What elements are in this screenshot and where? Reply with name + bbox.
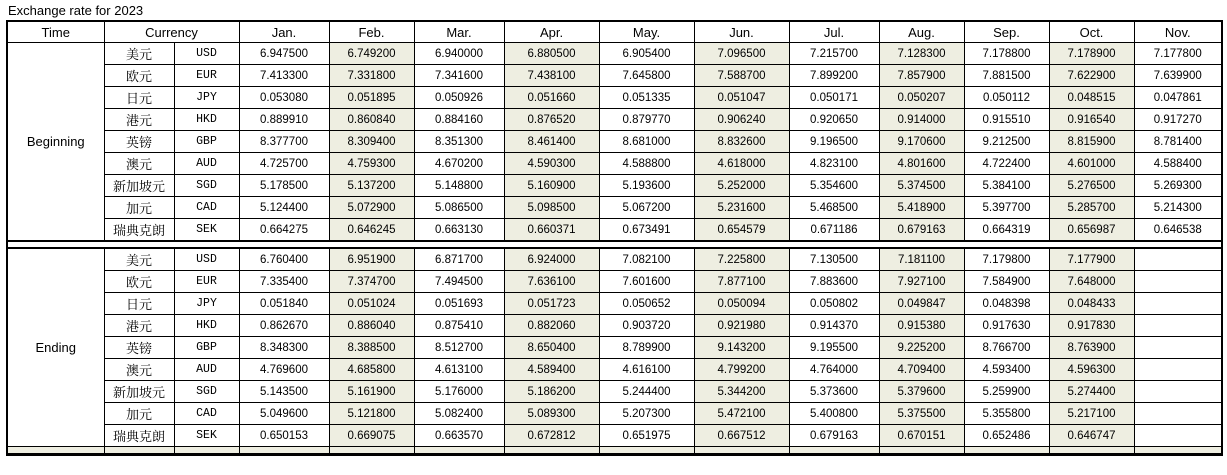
- rate-value-cell: 4.589400: [504, 359, 599, 381]
- rate-value-cell: 5.176000: [414, 381, 504, 403]
- currency-code: JPY: [174, 293, 239, 315]
- rate-value-cell: 0.051723: [504, 293, 599, 315]
- rate-value-cell: 5.418900: [879, 197, 964, 219]
- rate-value-cell: 7.883600: [789, 271, 879, 293]
- rate-value-cell: 5.067200: [599, 197, 694, 219]
- bottom-partial-cell: [599, 447, 694, 455]
- rate-value-cell: 0.876520: [504, 109, 599, 131]
- rate-value-cell: 0.051047: [694, 87, 789, 109]
- table-row: [7, 219, 1222, 242]
- rate-value-cell: 5.089300: [504, 403, 599, 425]
- rate-value-cell: 0.051024: [329, 293, 414, 315]
- table-row: [7, 43, 1222, 65]
- rate-value-cell: 8.512700: [414, 337, 504, 359]
- rate-value-cell: 4.764000: [789, 359, 879, 381]
- rate-value-cell: 5.143500: [239, 381, 329, 403]
- rate-value-cell: 4.613100: [414, 359, 504, 381]
- rate-value-cell: 4.588400: [1134, 153, 1222, 175]
- rate-value-cell: 5.374500: [879, 175, 964, 197]
- currency-code: SEK: [174, 219, 239, 242]
- rate-value-cell: [1134, 359, 1222, 381]
- rate-value-cell: 4.670200: [414, 153, 504, 175]
- rate-value-cell: 4.799200: [694, 359, 789, 381]
- rate-value-cell: 7.881500: [964, 65, 1049, 87]
- rate-value-cell: 4.709400: [879, 359, 964, 381]
- header-row: [7, 21, 1222, 43]
- rate-value-cell: 0.049847: [879, 293, 964, 315]
- currency-name: 日元: [104, 87, 174, 109]
- rate-value-cell: 7.601600: [599, 271, 694, 293]
- rate-value-cell: 7.588700: [694, 65, 789, 87]
- currency-code: CAD: [174, 197, 239, 219]
- rate-value-cell: 0.654579: [694, 219, 789, 242]
- rate-value-cell: 5.193600: [599, 175, 694, 197]
- rate-value-cell: 4.601000: [1049, 153, 1134, 175]
- rate-value-cell: 9.196500: [789, 131, 879, 153]
- currency-name: 加元: [104, 197, 174, 219]
- col-header-month: Jan.: [239, 21, 329, 43]
- rate-value-cell: 5.086500: [414, 197, 504, 219]
- page-title: Exchange rate for 2023: [8, 3, 144, 18]
- table-row: [7, 197, 1222, 219]
- rate-value-cell: 8.815900: [1049, 131, 1134, 153]
- col-header-currency: Currency: [104, 21, 239, 43]
- rate-value-cell: 0.679163: [789, 425, 879, 447]
- rate-value-cell: 7.178900: [1049, 43, 1134, 65]
- rate-value-cell: 0.915380: [879, 315, 964, 337]
- table-row: [7, 175, 1222, 197]
- rate-value-cell: 0.663570: [414, 425, 504, 447]
- rate-value-cell: 0.903720: [599, 315, 694, 337]
- col-header-month: May.: [599, 21, 694, 43]
- rate-value-cell: 7.225800: [694, 248, 789, 271]
- bottom-partial-cell: [174, 447, 239, 455]
- rate-value-cell: 5.354600: [789, 175, 879, 197]
- table-row: [7, 315, 1222, 337]
- rate-value-cell: 0.050207: [879, 87, 964, 109]
- rate-value-cell: 0.884160: [414, 109, 504, 131]
- rate-value-cell: 0.670151: [879, 425, 964, 447]
- rate-value-cell: 0.673491: [599, 219, 694, 242]
- rate-value-cell: 5.269300: [1134, 175, 1222, 197]
- rate-value-cell: 0.915510: [964, 109, 1049, 131]
- rate-value-cell: 7.413300: [239, 65, 329, 87]
- rate-value-cell: 7.178800: [964, 43, 1049, 65]
- rate-value-cell: 5.355800: [964, 403, 1049, 425]
- bottom-partial-cell: [1049, 447, 1134, 455]
- rate-value-cell: 5.214300: [1134, 197, 1222, 219]
- rate-value-cell: 0.679163: [879, 219, 964, 242]
- bottom-partial-row: [7, 447, 1222, 455]
- currency-code: SGD: [174, 381, 239, 403]
- rate-value-cell: 8.763900: [1049, 337, 1134, 359]
- table-row: [7, 248, 1222, 271]
- rate-value-cell: 6.880500: [504, 43, 599, 65]
- col-header-month: Aug.: [879, 21, 964, 43]
- rate-value-cell: [1134, 293, 1222, 315]
- currency-name: 美元: [104, 248, 174, 271]
- rate-value-cell: 0.667512: [694, 425, 789, 447]
- table-row: [7, 293, 1222, 315]
- currency-code: USD: [174, 248, 239, 271]
- rate-value-cell: 0.917630: [964, 315, 1049, 337]
- rate-value-cell: 5.373600: [789, 381, 879, 403]
- rate-value-cell: 4.801600: [879, 153, 964, 175]
- rate-value-cell: 5.082400: [414, 403, 504, 425]
- rate-value-cell: [1134, 381, 1222, 403]
- rate-value-cell: 7.130500: [789, 248, 879, 271]
- rate-value-cell: 5.252000: [694, 175, 789, 197]
- rate-value-cell: 5.384100: [964, 175, 1049, 197]
- rate-value-cell: 0.051895: [329, 87, 414, 109]
- rate-value-cell: 6.951900: [329, 248, 414, 271]
- rate-value-cell: 4.596300: [1049, 359, 1134, 381]
- rate-value-cell: 7.096500: [694, 43, 789, 65]
- rate-value-cell: 5.072900: [329, 197, 414, 219]
- rate-value-cell: 0.048515: [1049, 87, 1134, 109]
- rate-value-cell: 8.650400: [504, 337, 599, 359]
- rate-value-cell: 7.335400: [239, 271, 329, 293]
- bottom-partial-cell: [329, 447, 414, 455]
- rate-value-cell: 5.375500: [879, 403, 964, 425]
- rate-value-cell: 4.618000: [694, 153, 789, 175]
- rate-value-cell: 8.681000: [599, 131, 694, 153]
- section-separator: [7, 241, 1222, 248]
- rate-value-cell: 0.047861: [1134, 87, 1222, 109]
- col-header-month: Nov.: [1134, 21, 1222, 43]
- rate-value-cell: 8.351300: [414, 131, 504, 153]
- col-header-month: Jun.: [694, 21, 789, 43]
- rate-value-cell: 0.646245: [329, 219, 414, 242]
- rate-value-cell: 0.656987: [1049, 219, 1134, 242]
- rate-value-cell: 0.050926: [414, 87, 504, 109]
- rate-value-cell: 0.906240: [694, 109, 789, 131]
- rate-value-cell: 7.857900: [879, 65, 964, 87]
- rate-value-cell: 7.927100: [879, 271, 964, 293]
- rate-value-cell: 8.388500: [329, 337, 414, 359]
- rate-value-cell: 0.660371: [504, 219, 599, 242]
- col-header-month: Feb.: [329, 21, 414, 43]
- rate-value-cell: 0.862670: [239, 315, 329, 337]
- currency-name: 澳元: [104, 359, 174, 381]
- rate-value-cell: [1134, 337, 1222, 359]
- rate-value-cell: 5.274400: [1049, 381, 1134, 403]
- rate-value-cell: 8.461400: [504, 131, 599, 153]
- rate-value-cell: 5.186200: [504, 381, 599, 403]
- section-separator-cell: [7, 241, 1222, 248]
- exchange-rate-table: [6, 20, 1223, 456]
- currency-name: 欧元: [104, 65, 174, 87]
- rate-value-cell: 7.215700: [789, 43, 879, 65]
- rate-value-cell: 7.438100: [504, 65, 599, 87]
- rate-value-cell: 4.593400: [964, 359, 1049, 381]
- rate-value-cell: 0.050112: [964, 87, 1049, 109]
- rate-value-cell: 0.921980: [694, 315, 789, 337]
- rate-value-cell: 9.170600: [879, 131, 964, 153]
- rate-value-cell: 5.379600: [879, 381, 964, 403]
- table-body: [7, 43, 1222, 455]
- currency-name: 加元: [104, 403, 174, 425]
- currency-code: GBP: [174, 131, 239, 153]
- table-row: [7, 65, 1222, 87]
- rate-value-cell: 4.588800: [599, 153, 694, 175]
- rate-value-cell: 5.049600: [239, 403, 329, 425]
- rate-value-cell: 0.669075: [329, 425, 414, 447]
- rate-value-cell: 0.051693: [414, 293, 504, 315]
- rate-value-cell: 7.622900: [1049, 65, 1134, 87]
- rate-value-cell: 0.651975: [599, 425, 694, 447]
- rate-value-cell: 5.098500: [504, 197, 599, 219]
- rate-value-cell: 5.472100: [694, 403, 789, 425]
- table-row: [7, 359, 1222, 381]
- rate-value-cell: 8.832600: [694, 131, 789, 153]
- rate-value-cell: 5.148800: [414, 175, 504, 197]
- rate-value-cell: 5.178500: [239, 175, 329, 197]
- rate-value-cell: 0.048433: [1049, 293, 1134, 315]
- rate-value-cell: 7.179800: [964, 248, 1049, 271]
- col-header-month: Apr.: [504, 21, 599, 43]
- bottom-partial-cell: [879, 447, 964, 455]
- currency-name: 港元: [104, 109, 174, 131]
- rate-value-cell: 8.348300: [239, 337, 329, 359]
- rate-value-cell: 0.050652: [599, 293, 694, 315]
- bottom-partial-cell: [964, 447, 1049, 455]
- rate-value-cell: 0.050094: [694, 293, 789, 315]
- rate-value-cell: 0.663130: [414, 219, 504, 242]
- bottom-partial-cell: [694, 447, 789, 455]
- rate-value-cell: 5.276500: [1049, 175, 1134, 197]
- currency-code: SEK: [174, 425, 239, 447]
- currency-name: 英镑: [104, 131, 174, 153]
- bottom-partial-cell: [239, 447, 329, 455]
- rate-value-cell: 0.917270: [1134, 109, 1222, 131]
- rate-value-cell: 7.374700: [329, 271, 414, 293]
- currency-name: 英镑: [104, 337, 174, 359]
- rate-value-cell: 7.177900: [1049, 248, 1134, 271]
- currency-code: GBP: [174, 337, 239, 359]
- col-header-month: Oct.: [1049, 21, 1134, 43]
- rate-value-cell: 0.048398: [964, 293, 1049, 315]
- rate-value-cell: 4.823100: [789, 153, 879, 175]
- bottom-partial-cell: [414, 447, 504, 455]
- currency-name: 美元: [104, 43, 174, 65]
- rate-value-cell: [1134, 248, 1222, 271]
- rate-value-cell: 5.468500: [789, 197, 879, 219]
- section-label: Ending: [7, 248, 104, 447]
- rate-value-cell: 4.769600: [239, 359, 329, 381]
- rate-value-cell: 7.648000: [1049, 271, 1134, 293]
- rate-value-cell: 0.053080: [239, 87, 329, 109]
- rate-value-cell: 0.646747: [1049, 425, 1134, 447]
- table-row: [7, 381, 1222, 403]
- rate-value-cell: 0.875410: [414, 315, 504, 337]
- rate-value-cell: 7.639900: [1134, 65, 1222, 87]
- rate-value-cell: 0.889910: [239, 109, 329, 131]
- bottom-partial-cell: [1134, 447, 1222, 455]
- table-row: [7, 337, 1222, 359]
- rate-value-cell: 0.664319: [964, 219, 1049, 242]
- rate-value-cell: 6.940000: [414, 43, 504, 65]
- rate-value-cell: 5.397700: [964, 197, 1049, 219]
- rate-value-cell: 5.207300: [599, 403, 694, 425]
- bottom-partial-cell: [504, 447, 599, 455]
- currency-name: 瑞典克朗: [104, 219, 174, 242]
- rate-value-cell: 0.050171: [789, 87, 879, 109]
- rate-value-cell: 5.161900: [329, 381, 414, 403]
- rate-value-cell: 4.759300: [329, 153, 414, 175]
- bottom-partial-cell: [104, 447, 174, 455]
- rate-value-cell: 7.584900: [964, 271, 1049, 293]
- rate-value-cell: 0.051660: [504, 87, 599, 109]
- currency-name: 日元: [104, 293, 174, 315]
- rate-value-cell: 4.685800: [329, 359, 414, 381]
- rate-value-cell: [1134, 403, 1222, 425]
- currency-code: CAD: [174, 403, 239, 425]
- rate-value-cell: 9.195500: [789, 337, 879, 359]
- rate-value-cell: 0.650153: [239, 425, 329, 447]
- rate-value-cell: 8.766700: [964, 337, 1049, 359]
- rate-value-cell: 7.128300: [879, 43, 964, 65]
- rate-value-cell: 5.124400: [239, 197, 329, 219]
- col-header-month: Sep.: [964, 21, 1049, 43]
- table-row: [7, 109, 1222, 131]
- rate-value-cell: 6.947500: [239, 43, 329, 65]
- rate-value-cell: 0.664275: [239, 219, 329, 242]
- rate-value-cell: 9.225200: [879, 337, 964, 359]
- rate-value-cell: 7.177800: [1134, 43, 1222, 65]
- table-row: [7, 87, 1222, 109]
- rate-value-cell: 6.760400: [239, 248, 329, 271]
- rate-value-cell: 0.914000: [879, 109, 964, 131]
- rate-value-cell: 4.616100: [599, 359, 694, 381]
- rate-value-cell: 4.725700: [239, 153, 329, 175]
- currency-code: AUD: [174, 153, 239, 175]
- rate-value-cell: 0.646538: [1134, 219, 1222, 242]
- currency-name: 澳元: [104, 153, 174, 175]
- rate-value-cell: 0.886040: [329, 315, 414, 337]
- currency-name: 新加坡元: [104, 175, 174, 197]
- rate-value-cell: 0.860840: [329, 109, 414, 131]
- rate-value-cell: 0.051335: [599, 87, 694, 109]
- rate-value-cell: 9.212500: [964, 131, 1049, 153]
- rate-value-cell: 8.789900: [599, 337, 694, 359]
- rate-value-cell: 6.924000: [504, 248, 599, 271]
- currency-code: JPY: [174, 87, 239, 109]
- rate-value-cell: 4.590300: [504, 153, 599, 175]
- currency-code: USD: [174, 43, 239, 65]
- rate-value-cell: 5.259900: [964, 381, 1049, 403]
- table-row: [7, 425, 1222, 447]
- bottom-partial-cell: [7, 447, 104, 455]
- rate-value-cell: 5.231600: [694, 197, 789, 219]
- currency-name: 欧元: [104, 271, 174, 293]
- rate-value-cell: 0.914370: [789, 315, 879, 337]
- rate-value-cell: 7.645800: [599, 65, 694, 87]
- currency-code: HKD: [174, 109, 239, 131]
- rate-value-cell: 8.309400: [329, 131, 414, 153]
- currency-code: EUR: [174, 271, 239, 293]
- rate-value-cell: 0.879770: [599, 109, 694, 131]
- table-row: [7, 153, 1222, 175]
- rate-value-cell: 8.781400: [1134, 131, 1222, 153]
- rate-value-cell: 0.920650: [789, 109, 879, 131]
- bottom-partial-cell: [789, 447, 879, 455]
- rate-value-cell: 0.051840: [239, 293, 329, 315]
- rate-value-cell: 0.672812: [504, 425, 599, 447]
- rate-value-cell: 5.344200: [694, 381, 789, 403]
- rate-value-cell: 6.871700: [414, 248, 504, 271]
- rate-value-cell: 7.636100: [504, 271, 599, 293]
- col-header-time: Time: [7, 21, 104, 43]
- currency-code: HKD: [174, 315, 239, 337]
- table-row: [7, 403, 1222, 425]
- rate-value-cell: 8.377700: [239, 131, 329, 153]
- table-row: [7, 271, 1222, 293]
- rate-value-cell: 5.285700: [1049, 197, 1134, 219]
- rate-value-cell: 7.494500: [414, 271, 504, 293]
- section-label: Beginning: [7, 43, 104, 242]
- table-row: [7, 131, 1222, 153]
- rate-value-cell: 9.143200: [694, 337, 789, 359]
- rate-value-cell: 5.121800: [329, 403, 414, 425]
- rate-value-cell: [1134, 425, 1222, 447]
- rate-value-cell: 0.671186: [789, 219, 879, 242]
- table-header: [7, 21, 1222, 43]
- rate-value-cell: 5.160900: [504, 175, 599, 197]
- rate-value-cell: 7.181100: [879, 248, 964, 271]
- rate-value-cell: 7.899200: [789, 65, 879, 87]
- rate-value-cell: 0.050802: [789, 293, 879, 315]
- col-header-month: Mar.: [414, 21, 504, 43]
- rate-value-cell: 0.652486: [964, 425, 1049, 447]
- rate-value-cell: 5.244400: [599, 381, 694, 403]
- rate-value-cell: 5.137200: [329, 175, 414, 197]
- col-header-month: Jul.: [789, 21, 879, 43]
- currency-name: 港元: [104, 315, 174, 337]
- rate-value-cell: 5.217100: [1049, 403, 1134, 425]
- currency-name: 瑞典克朗: [104, 425, 174, 447]
- rate-value-cell: [1134, 315, 1222, 337]
- rate-value-cell: 0.916540: [1049, 109, 1134, 131]
- currency-code: SGD: [174, 175, 239, 197]
- rate-value-cell: 7.877100: [694, 271, 789, 293]
- rate-value-cell: 0.882060: [504, 315, 599, 337]
- rate-value-cell: 6.749200: [329, 43, 414, 65]
- rate-value-cell: 7.331800: [329, 65, 414, 87]
- rate-value-cell: [1134, 271, 1222, 293]
- currency-name: 新加坡元: [104, 381, 174, 403]
- currency-code: EUR: [174, 65, 239, 87]
- rate-value-cell: 0.917830: [1049, 315, 1134, 337]
- rate-value-cell: 4.722400: [964, 153, 1049, 175]
- rate-value-cell: 6.905400: [599, 43, 694, 65]
- currency-code: AUD: [174, 359, 239, 381]
- rate-value-cell: 5.400800: [789, 403, 879, 425]
- rate-value-cell: 7.341600: [414, 65, 504, 87]
- rate-value-cell: 7.082100: [599, 248, 694, 271]
